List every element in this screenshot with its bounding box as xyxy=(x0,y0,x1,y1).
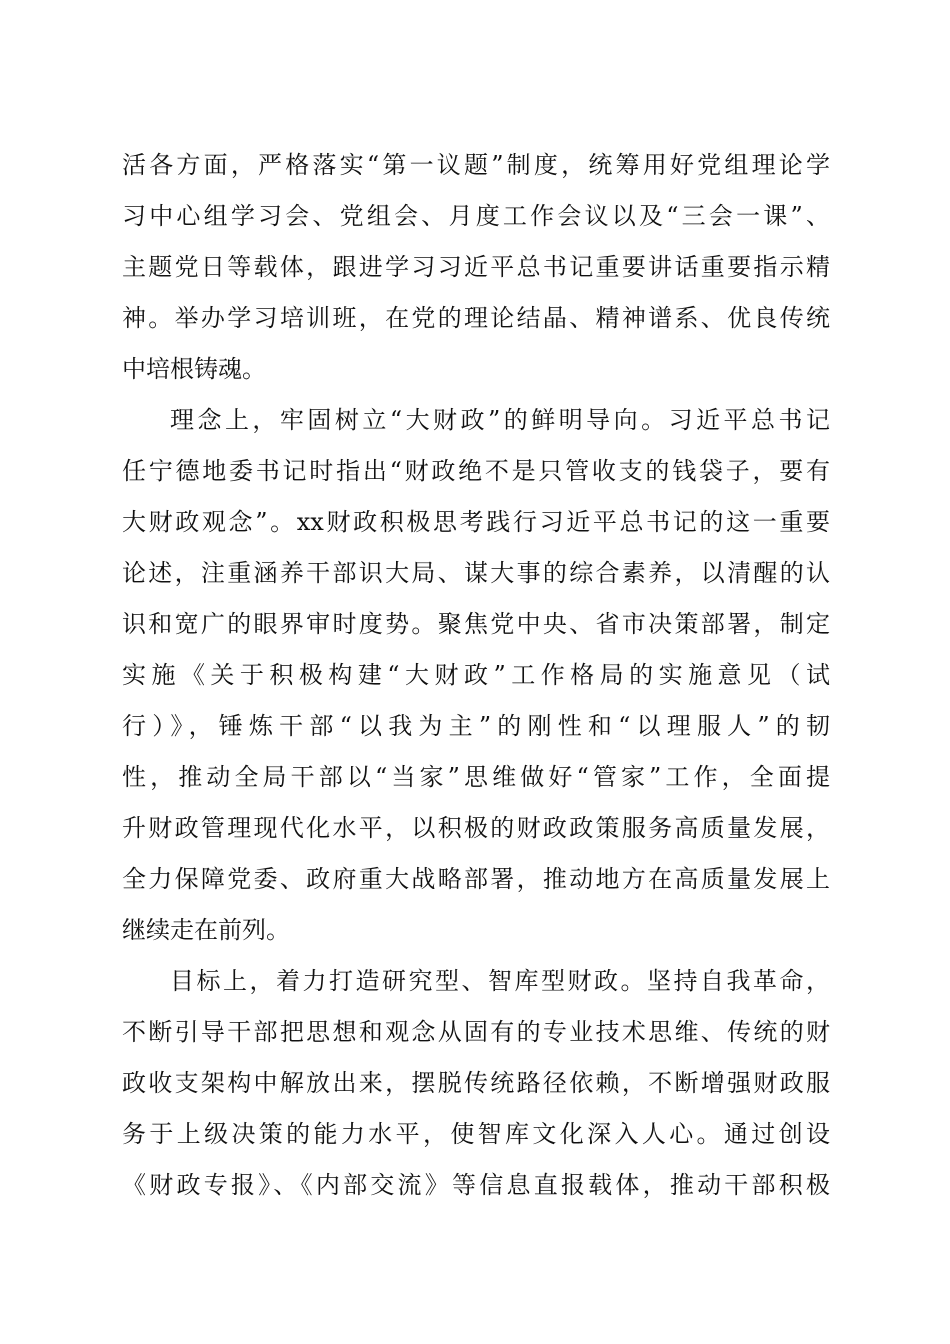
text-line: 理念上，牢固树立“大财政”的鲜明导向。习近平总书记 xyxy=(170,406,830,434)
text-line: 实施《关于积极构建“大财政”工作格局的实施意见（试 xyxy=(122,661,830,689)
paragraph-2 xyxy=(122,395,830,956)
text-line: 不断引导干部把思想和观念从固有的专业技术思维、传统的财 xyxy=(122,1018,830,1046)
text-line: 识和宽广的眼界审时度势。聚焦党中央、省市决策部署，制定 xyxy=(122,610,830,638)
text-line: 中培根铸魂。 xyxy=(122,355,266,383)
text-line: 神。举办学习培训班，在党的理论结晶、精神谱系、优良传统 xyxy=(122,304,830,332)
text-line: 《财政专报》、《内部交流》等信息直报载体，推动干部积极 xyxy=(122,1171,830,1199)
text-line: 性，推动全局干部以“当家”思维做好“管家”工作，全面提 xyxy=(122,763,830,791)
text-line: 活各方面，严格落实“第一议题”制度，统筹用好党组理论学 xyxy=(122,151,830,179)
text-line: 继续走在前列。 xyxy=(122,916,290,944)
paragraph-1 xyxy=(122,140,830,395)
text-line: 任宁德地委书记时指出“财政绝不是只管收支的钱袋子，要有 xyxy=(122,457,830,485)
text-line: 目标上，着力打造研究型、智库型财政。坚持自我革命， xyxy=(170,967,830,995)
text-line: 升财政管理现代化水平，以积极的财政政策服务高质量发展， xyxy=(122,814,830,842)
text-line: 大财政观念”。xx财政积极思考践行习近平总书记的这一重要 xyxy=(122,508,830,536)
text-line: 全力保障党委、政府重大战略部署，推动地方在高质量发展上 xyxy=(122,865,830,893)
text-line: 论述，注重涵养干部识大局、谋大事的综合素养，以清醒的认 xyxy=(122,559,830,587)
text-line: 务于上级决策的能力水平，使智库文化深入人心。通过创设 xyxy=(122,1120,830,1148)
paragraph-3 xyxy=(122,956,830,1211)
text-line: 行）》，锤炼干部“以我为主”的刚性和“以理服人”的韧 xyxy=(122,712,830,740)
text-line: 政收支架构中解放出来，摆脱传统路径依赖，不断增强财政服 xyxy=(122,1069,830,1097)
text-line: 主题党日等载体，跟进学习习近平总书记重要讲话重要指示精 xyxy=(122,253,830,281)
text-line: 习中心组学习会、党组会、月度工作会议以及“三会一课”、 xyxy=(122,202,830,230)
document-body xyxy=(122,140,830,1211)
